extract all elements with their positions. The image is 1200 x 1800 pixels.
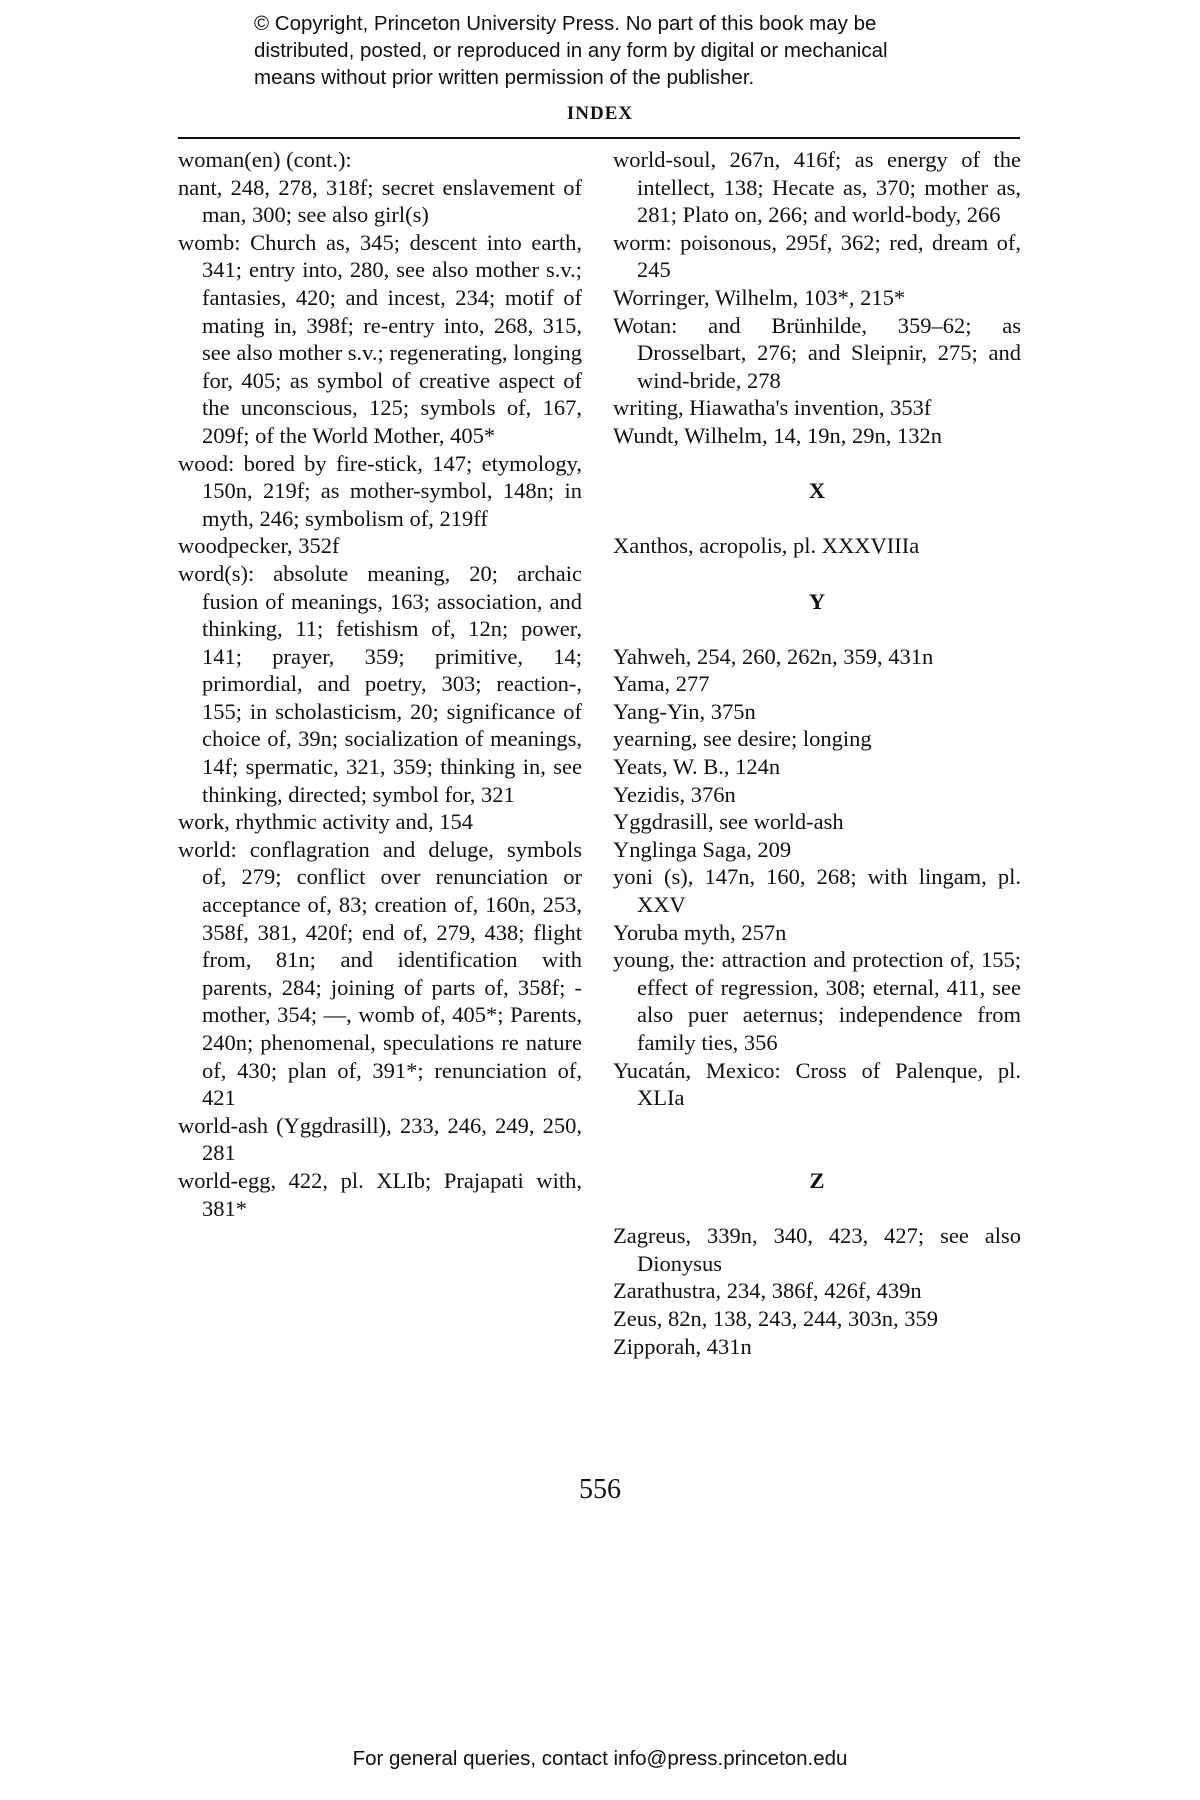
- section-gap: [613, 505, 1021, 533]
- index-entry: world-soul, 267n, 416f; as energy of the intellect, 138; Hecate as, 370; mother as, 281; Plato on, 266; and world-body, 266: [613, 147, 1021, 228]
- index-entry: Yang-Yin, 375n: [613, 698, 756, 724]
- index-entry: Yama, 277: [613, 671, 710, 697]
- index-entry: writing, Hiawatha's invention, 353f: [613, 395, 932, 421]
- index-entry: wood: bored by fire-stick, 147; etymology, 150n, 219f; as mother-symbol, 148n; in myth, 246; symbolism of, 219ff: [178, 450, 582, 531]
- index-entry: woman(en) (cont.):: [178, 147, 352, 172]
- footer-contact: For general queries, contact info@press.princeton.edu: [352, 1747, 848, 1770]
- index-entry: young, the: attraction and protection of, 155; effect of regression, 308; eternal, 411, see also puer aeternus; independence from family ties, 356: [613, 947, 1021, 1055]
- copyright-line: means without prior written permission of the publisher.: [254, 66, 755, 89]
- index-entry: Yezidis, 376n: [613, 781, 736, 807]
- index-entry: Xanthos, acropolis, pl. XXXVIIIa: [613, 533, 920, 559]
- index-entry: world-egg, 422, pl. XLIb; Prajapati with, 381*: [178, 1167, 582, 1221]
- section-letter-x: X: [808, 478, 826, 504]
- index-entry: Zeus, 82n, 138, 243, 244, 303n, 359: [613, 1305, 938, 1331]
- index-entry: Ynglinga Saga, 209: [613, 836, 792, 862]
- index-entry: Yoruba myth, 257n: [613, 919, 787, 945]
- section-gap: [613, 1195, 1021, 1223]
- section-gap: [613, 1112, 1021, 1167]
- index-entry: Yahweh, 254, 260, 262n, 359, 431n: [613, 643, 934, 669]
- section-letter-z: Z: [809, 1167, 825, 1193]
- right-column: [613, 146, 1021, 1360]
- section-gap: [613, 615, 1021, 643]
- index-entry: nant, 248, 278, 318f; secret enslavement of man, 300; see also girl(s): [178, 174, 582, 228]
- index-entry: Zagreus, 339n, 340, 423, 427; see also Dionysus: [613, 1223, 1021, 1276]
- index-entry: Zipporah, 431n: [613, 1333, 752, 1359]
- index-entry: Yeats, W. B., 124n: [613, 754, 781, 780]
- copyright-line: © Copyright, Princeton University Press. No part of this book may be: [254, 12, 877, 35]
- index-entry: womb: Church as, 345; descent into earth, 341; entry into, 280, see also mother s.v.; fantasies, 420; and incest, 234; motif of mating in, 398f; re-entry into, 268, 315, see also mother s.v.; regenerating, longing for, 405; as symbol of creative aspect of the unconscious, 125; symbols of, 167, 209f; of the World Mother, 405*: [178, 229, 582, 448]
- index-entry: world-ash (Yggdrasill), 233, 246, 249, 250, 281: [178, 1112, 582, 1166]
- page-number: 556: [579, 1474, 621, 1505]
- copyright-notice: [254, 10, 1014, 91]
- index-entry: Wotan: and Brünhilde, 359–62; as Drosselbart, 276; and Sleipnir, 275; and wind-bride, 278: [613, 312, 1021, 393]
- index-entry: yearning, see desire; longing: [613, 726, 872, 752]
- index-entry: Yucatán, Mexico: Cross of Palenque, pl. XLIa: [613, 1057, 1021, 1111]
- index-entry: yoni (s), 147n, 160, 268; with lingam, pl. XXV: [613, 864, 1021, 918]
- header-rule: [178, 137, 1020, 139]
- running-head: INDEX: [566, 103, 634, 124]
- left-column: [178, 146, 582, 1222]
- index-entry: woodpecker, 352f: [178, 533, 340, 559]
- index-entry: Yggdrasill, see world-ash: [613, 809, 844, 835]
- copyright-line: distributed, posted, or reproduced in any form by digital or mechanical: [254, 39, 888, 62]
- index-entry: Zarathustra, 234, 386f, 426f, 439n: [613, 1278, 922, 1304]
- section-letter-y: Y: [808, 588, 826, 614]
- section-gap: [613, 560, 1021, 588]
- index-entry: Worringer, Wilhelm, 103*, 215*: [613, 284, 906, 310]
- index-entry: worm: poisonous, 295f, 362; red, dream of, 245: [613, 229, 1021, 283]
- section-gap: [613, 450, 1021, 478]
- index-entry: Wundt, Wilhelm, 14, 19n, 29n, 132n: [613, 422, 943, 448]
- index-entry: word(s): absolute meaning, 20; archaic fusion of meanings, 163; association, and thinking, 11; fetishism of, 12n; power, 141; prayer, 359; primitive, 14; primordial, and poetry, 303; reaction-, 155; in scholasticism, 20; significance of choice of, 39n; socialization of meanings, 14f; spermatic, 321, 359; thinking in, see thinking, directed; symbol for, 321: [178, 560, 582, 807]
- index-entry: world: conflagration and deluge, symbols of, 279; conflict over renunciation or acceptance of, 83; creation of, 160n, 253, 358f, 381, 420f; end of, 279, 438; flight from, 81n; and identification with parents, 284; joining of parts of, 358f; -mother, 354; —, womb of, 405*; Parents, 240n; phenomenal, speculations re nature of, 430; plan of, 391*; renunciation of, 421: [178, 836, 582, 1111]
- index-entry: work, rhythmic activity and, 154: [178, 809, 473, 835]
